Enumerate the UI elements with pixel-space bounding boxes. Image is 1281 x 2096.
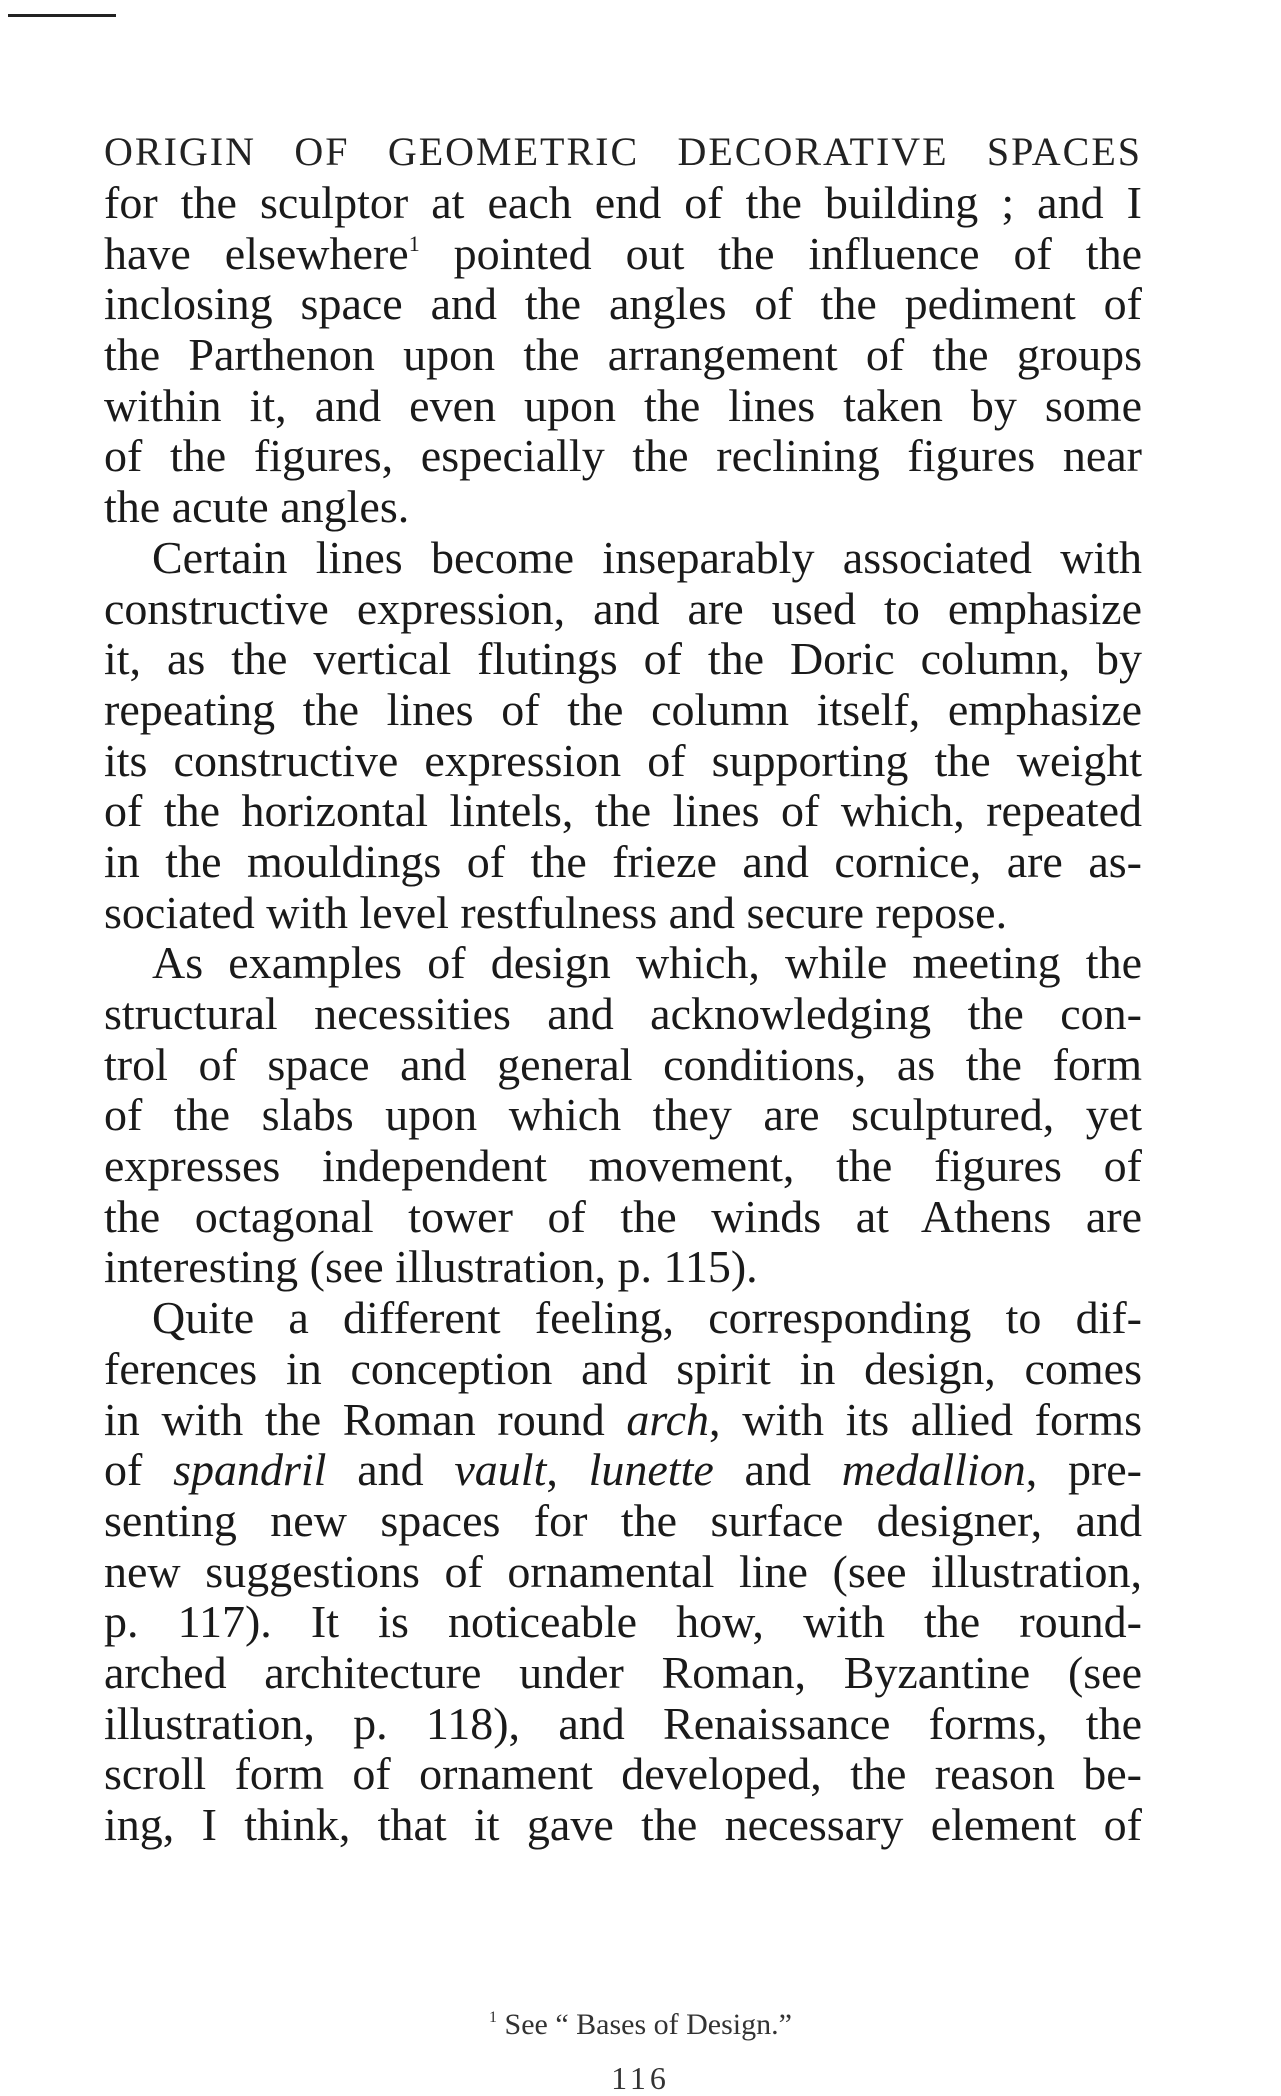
text-run: , — [546, 1444, 589, 1496]
italic-term: medallion — [841, 1444, 1026, 1496]
scan-edge-mark — [8, 14, 116, 17]
text-run: illustration, p. 118), and Renaissance forms, the — [104, 1697, 1142, 1749]
text-run: interesting (see illustration, p. 115). — [104, 1241, 758, 1293]
text-line — [104, 685, 1142, 736]
text-run: in the mouldings of the frieze and cornice, are as- — [104, 835, 1142, 887]
text-run: the Parthenon upon the arrangement of the groups — [104, 329, 1142, 381]
page-number: 116 — [611, 2060, 670, 2096]
text-line — [104, 1090, 1142, 1141]
text-line — [104, 634, 1142, 685]
text-line — [104, 1800, 1142, 1851]
text-line — [104, 279, 1142, 330]
text-run: , with its allied forms — [709, 1393, 1142, 1445]
text-line — [104, 1040, 1142, 1091]
text-run: of the slabs upon which they are sculptured, yet — [104, 1089, 1142, 1141]
text-line — [104, 786, 1142, 837]
text-run: expresses independent movement, the figures of — [104, 1140, 1142, 1192]
text-run: and — [326, 1444, 455, 1496]
text-run: it, as the vertical flutings of the Doric column, by — [104, 633, 1142, 685]
text-run: pointed out the influence of the — [419, 227, 1142, 279]
footnote — [0, 2008, 1281, 2042]
text-run: structural necessities and acknowledging the con- — [104, 988, 1142, 1039]
text-line — [104, 431, 1142, 482]
text-run: within it, and even upon the lines taken by some — [104, 379, 1142, 431]
text-run: sociated with level restfulness and secure repose. — [104, 886, 1008, 938]
text-line — [104, 482, 1142, 533]
text-line — [104, 1648, 1142, 1699]
text-run: trol of space and general conditions, as the form — [104, 1038, 1142, 1090]
text-run: ing, I think, that it gave the necessary element of — [104, 1799, 1142, 1850]
text-line — [104, 533, 1142, 584]
text-line — [104, 330, 1142, 381]
body-text — [104, 178, 1142, 1851]
text-run: of the horizontal lintels, the lines of which, repeated — [104, 785, 1142, 837]
italic-term: spandril — [173, 1444, 327, 1496]
text-line — [104, 938, 1142, 989]
text-line — [104, 1749, 1142, 1800]
text-line — [104, 888, 1142, 939]
footnote-marker: 1 — [489, 2009, 498, 2026]
text-run: in with the Roman round — [104, 1393, 627, 1445]
text-run: of the figures, especially the reclining figures near — [104, 430, 1142, 482]
text-line — [104, 1395, 1142, 1446]
text-run: scroll form of ornament developed, the reason be- — [104, 1748, 1142, 1800]
text-line — [104, 736, 1142, 787]
text-run: Certain lines become inseparably associated with — [152, 531, 1142, 583]
text-line — [104, 1699, 1142, 1750]
text-run: constructive expression, and are used to emphasize — [104, 582, 1142, 634]
text-line — [104, 229, 1142, 280]
text-line — [104, 1445, 1142, 1496]
text-run: p. 117). It is noticeable how, with the round- — [104, 1596, 1142, 1648]
text-run: senting new spaces for the surface designer, and — [104, 1494, 1142, 1546]
text-run: Quite a different feeling, corresponding to dif- — [152, 1292, 1142, 1344]
text-run: for the sculptor at each end of the building ; and I — [104, 177, 1142, 228]
text-run: As examples of design which, while meeting the — [152, 937, 1142, 989]
text-line — [104, 584, 1142, 635]
text-run: the acute angles. — [104, 481, 410, 533]
italic-term: lunette — [588, 1444, 714, 1496]
text-line — [104, 381, 1142, 432]
text-run: arched architecture under Roman, Byzantine (see — [104, 1646, 1142, 1698]
text-line — [104, 989, 1142, 1040]
text-run: of — [104, 1444, 174, 1496]
text-run: ferences in conception and spirit in design, comes — [104, 1342, 1142, 1394]
text-line — [104, 837, 1142, 888]
text-run: repeating the lines of the column itself, emphasize — [104, 683, 1142, 735]
text-run: new suggestions of ornamental line (see illustration, — [104, 1545, 1142, 1597]
text-line — [104, 1141, 1142, 1192]
text-run: the octagonal tower of the winds at Athens are — [104, 1190, 1142, 1242]
book-page — [104, 128, 1142, 1851]
text-line — [104, 1496, 1142, 1547]
text-line — [104, 1242, 1142, 1293]
text-line — [104, 178, 1142, 229]
text-run: , pre- — [1025, 1444, 1143, 1496]
footnote-reference: 1 — [408, 230, 420, 256]
text-line — [104, 1597, 1142, 1648]
text-line — [104, 1547, 1142, 1598]
text-run: inclosing space and the angles of the pediment of — [104, 278, 1142, 330]
text-run: have elsewhere — [104, 227, 409, 279]
running-head: ORIGIN OF GEOMETRIC DECORATIVE SPACES — [104, 129, 1142, 174]
text-run: its constructive expression of supporting the weight — [104, 734, 1142, 786]
text-line — [104, 1344, 1142, 1395]
italic-term: arch — [626, 1393, 710, 1445]
text-line — [104, 1293, 1142, 1344]
italic-term: vault — [454, 1444, 547, 1496]
footnote-text: See “ Bases of Design.” — [497, 2008, 792, 2041]
text-run: and — [713, 1444, 842, 1496]
text-line — [104, 1192, 1142, 1243]
